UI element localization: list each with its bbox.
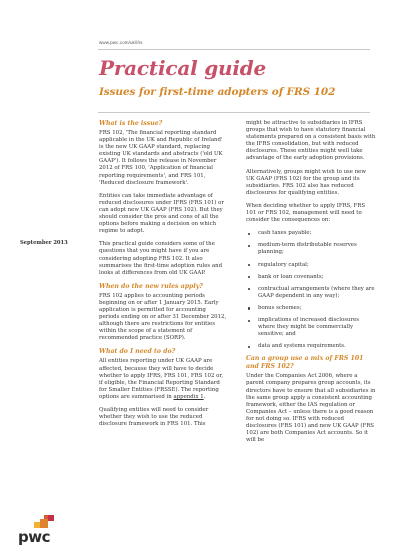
paragraph: FRS 102, 'The financial reporting standard applicable in the UK and Republic of Ireland' is the new UK GAAP standard, replacing existing UK standards and abstracts ('old UK GAAP'). It follows the release in November 2012 of FRS 100, 'Application of financial reporting requirements', and FRS 101, 'Reduced disclosure framework'. [99,130,223,186]
list-item: contractual arrangements (where they are GAAP dependent in any way); [246,286,376,300]
section-heading-issue: What is the issue? [99,120,163,127]
right-column [246,120,376,450]
section-heading-todo: What do I need to do? [99,348,176,356]
paragraph: Qualifying entities will need to consider whether they wish to use the reduced disclosure framework in FRS 101. This [99,407,209,428]
paragraph: When deciding whether to apply IFRS, FRS 101 or FRS 102, management will need to consider the consequences on: [246,202,366,224]
page-title: Practical guide [99,56,267,80]
paragraph: FRS 102 applies to accounting periods beginning on or after 1 January 2015. Early application is permitted for accounting periods ending on or after 31 December 2012, although there are restrictions for entities within the scope of a statement of recommended practice (SORP). [99,292,227,342]
paragraph [99,358,227,401]
list-item: cash taxes payable; [246,230,376,237]
publication-date: September 2013 [20,240,68,246]
list-item: data and systems requirements. [246,343,376,350]
list-item: regulatory capital; [246,262,376,269]
section-heading-mix: Can a group use a mix of FRS 101 and FRS 102? [246,355,364,371]
appendix-link[interactable]: appendix 1 [173,393,204,400]
title-rule [98,112,370,113]
list-item: medium-term distributable reserves planning; [246,242,376,256]
paragraph: Entities can take immediate advantage of reduced disclosures under IFRS (FRS 101) or can adopt new UK GAAP (FRS 102). But they should consider the pros and cons of all the options before making a decision on which regime to adopt. [99,192,224,235]
paragraph: Under the Companies Act 2006, where a parent company prepares group accounts, its directors have to ensure that all subsidiaries in the same group apply a consistent accounting framework, either the IAS regulation or Companies Act – unless there is a good reason for not doing so. IFRS with reduced disclosures (FRS 101) and new UK GAAP (FRS 102) are both Companies Act accounts. So it will be [246,373,376,444]
header-rule [98,49,370,50]
pwc-logo-text: pwc [18,528,50,546]
list-item: bonus schemes; [246,305,376,312]
page-subtitle: Issues for first-time adopters of FRS 102 [99,86,336,98]
section-heading-rules: When do the new rules apply? [99,282,203,290]
paragraph: This practical guide considers some of the questions that you might have if you are considering adopting FRS 102. It also summarises the first-time adoption rules and looks at differences from old UK GAAP. [99,241,223,276]
header-url[interactable]: www.pwc.com/uk/ifrs [99,40,143,45]
list-item: bank or loan covenants; [246,274,376,281]
paragraph-text: . [203,393,206,400]
paragraph-text: All entities reporting under UK GAAP are affected, because they will have to decide whether to apply IFRS, FRS 101, FRS 102 or, if eligible, the Financial Reporting Standard for Smaller Entities (FRSSE). The reporting options are summarised in [99,358,224,400]
paragraph: Alternatively, groups might wish to use new UK GAAP (FRS 102) for the group and its subsidiaries. FRS 102 also has reduced disclosures for qualifying entities. [246,168,366,196]
list-item: implications of increased disclosures where they might be commercially sensitive; and [246,317,376,338]
pwc-logo [18,514,68,548]
paragraph: might be attractive to subsidiaries in IFRS groups that wish to have statutory financial statements prepared on a consistent basis with the IFRS consolidation, but with reduced disclosures. These entities might well take advantage of the early adoption provisions. [246,120,376,162]
consequences-list [246,230,376,350]
left-column [99,120,227,434]
